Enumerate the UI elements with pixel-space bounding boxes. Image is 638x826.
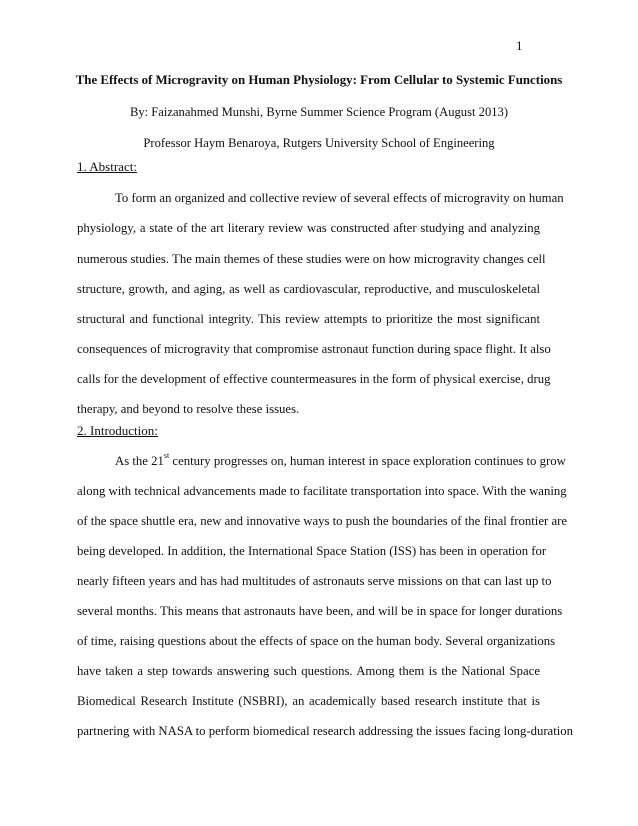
introduction-line: nearly fifteen years and has had multitudes of astronauts serve missions on that can last up to — [77, 574, 552, 588]
introduction-line: of time, raising questions about the effects of space on the human body. Several organizations — [77, 634, 556, 648]
abstract-line: physiology, a state of the art literary review was constructed after studying and analyzing — [77, 221, 540, 235]
abstract-line: therapy, and beyond to resolve these issues. — [77, 402, 300, 416]
ordinal-superscript: st — [163, 450, 170, 460]
introduction-line: of the space shuttle era, new and innovative ways to push the boundaries of the final frontier are — [77, 514, 568, 528]
introduction-line: along with technical advancements made to facilitate transportation into space. With the waning — [77, 484, 567, 498]
author-byline: By: Faizanahmed Munshi, Byrne Summer Science Program (August 2013) — [129, 105, 509, 119]
introduction-line: partnering with NASA to perform biomedical research addressing the issues facing long-duration — [77, 724, 574, 738]
abstract-line: calls for the development of effective countermeasures in the form of physical exercise, drug — [77, 372, 551, 386]
introduction-first-line — [115, 450, 566, 470]
page-number: 1 — [516, 38, 523, 53]
introduction-line: being developed. In addition, the International Space Station (ISS) has been in operation for — [77, 544, 547, 558]
abstract-line: numerous studies. The main themes of these studies were on how microgravity changes cell — [77, 252, 546, 266]
paper-title: The Effects of Microgravity on Human Physiology: From Cellular to Systemic Functions — [75, 73, 563, 87]
introduction-text: century progresses on, human interest in space exploration continues to grow — [169, 454, 566, 468]
introduction-line: have taken a step towards answering such questions. Among them is the National Space — [77, 664, 540, 678]
abstract-line: structural and functional integrity. This review attempts to prioritize the most significant — [77, 312, 540, 326]
introduction-line: Biomedical Research Institute (NSBRI), an academically based research institute that is — [77, 694, 540, 708]
introduction-line: several months. This means that astronauts have been, and will be in space for longer durations — [77, 604, 563, 618]
abstract-line: structure, growth, and aging, as well as cardiovascular, reproductive, and musculoskeletal — [77, 282, 540, 296]
abstract-line: To form an organized and collective review of several effects of microgravity on human — [115, 191, 564, 205]
professor-byline: Professor Haym Benaroya, Rutgers University School of Engineering — [143, 136, 495, 150]
abstract-line: consequences of microgravity that compromise astronaut function during space flight. It also — [77, 342, 551, 356]
abstract-heading: 1. Abstract: — [77, 159, 137, 174]
introduction-text: As the 21 — [115, 454, 164, 468]
introduction-heading: 2. Introduction: — [77, 423, 158, 438]
